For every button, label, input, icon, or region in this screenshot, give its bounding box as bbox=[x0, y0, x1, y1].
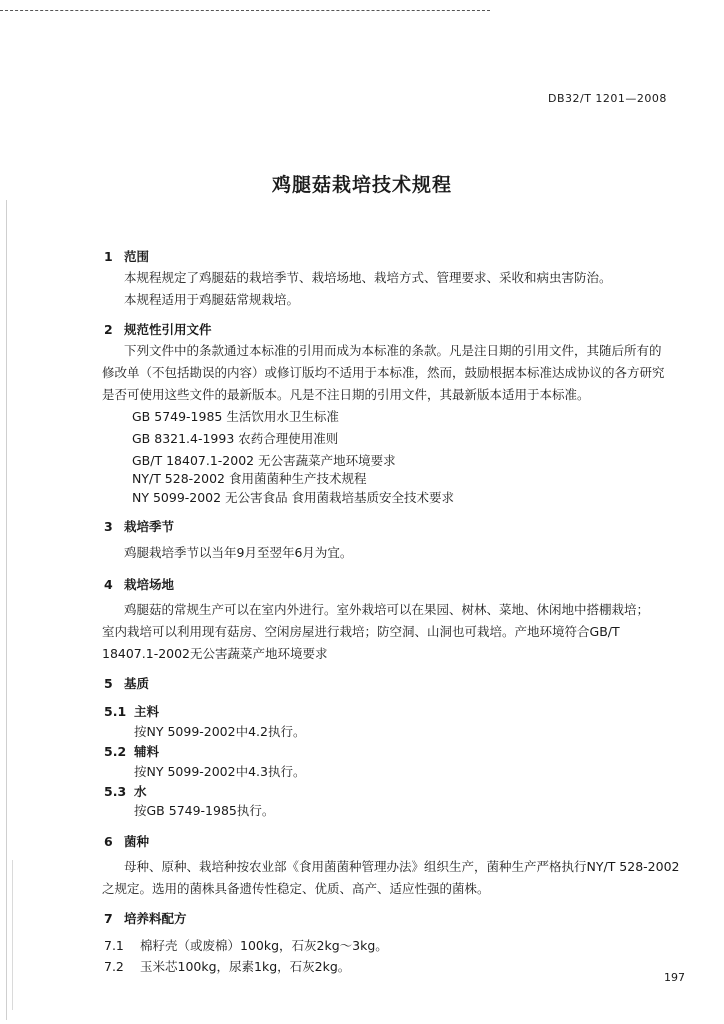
paragraph-line: 本规程规定了鸡腿菇的栽培季节、栽培场地、栽培方式、管理要求、采收和病虫害防治。 bbox=[124, 270, 612, 285]
standard-code: DB32/T 1201—2008 bbox=[548, 92, 667, 105]
page-number: 197 bbox=[664, 971, 685, 984]
subsection-number: 5.3 bbox=[104, 784, 127, 799]
subsection-title: 主料 bbox=[134, 704, 160, 719]
section-number: 5 bbox=[104, 676, 113, 691]
formula-item bbox=[104, 957, 350, 975]
subsection-5-1-heading bbox=[104, 702, 159, 720]
section-number: 4 bbox=[104, 577, 113, 592]
paragraph-line: 按GB 5749-1985执行。 bbox=[134, 803, 275, 818]
paragraph-line: 母种、原种、栽培种按农业部《食用菌菌种管理办法》组织生产，菌种生产严格执行NY/T 528-2002 bbox=[124, 859, 680, 874]
section-7-heading bbox=[104, 909, 187, 927]
section-number: 3 bbox=[104, 519, 113, 534]
section-title: 基质 bbox=[124, 676, 150, 691]
reference-item: NY/T 528-2002 食用菌菌种生产技术规程 bbox=[132, 471, 367, 486]
section-title: 培养料配方 bbox=[124, 911, 187, 926]
left-margin-rule-lower bbox=[12, 860, 13, 1010]
section-title: 范围 bbox=[124, 249, 150, 264]
subsection-5-2-heading bbox=[104, 742, 159, 760]
item-number: 7.2 bbox=[104, 959, 124, 974]
paragraph-line: 之规定。选用的菌株具备遗传性稳定、优质、高产、适应性强的菌株。 bbox=[102, 881, 490, 896]
section-2-heading bbox=[104, 320, 212, 338]
subsection-title: 辅料 bbox=[134, 744, 160, 759]
paragraph-line: 修改单（不包括勘误的内容）或修订版均不适用于本标准，然而，鼓励根据本标准达成协议的各方研究 bbox=[102, 365, 665, 380]
reference-item: GB 8321.4-1993 农药合理使用准则 bbox=[132, 431, 339, 446]
paragraph-line: 室内栽培可以利用现有菇房、空闲房屋进行栽培；防空洞、山洞也可栽培。产地环境符合GB/T bbox=[102, 624, 620, 639]
formula-item bbox=[104, 936, 388, 954]
section-title: 栽培季节 bbox=[124, 519, 175, 534]
subsection-5-3-heading bbox=[104, 782, 147, 800]
section-4-heading bbox=[104, 575, 174, 593]
subsection-number: 5.2 bbox=[104, 744, 127, 759]
paragraph-line: 鸡腿栽培季节以当年9月至翌年6月为宜。 bbox=[124, 545, 353, 560]
document-title: 鸡腿菇栽培技术规程 bbox=[271, 174, 452, 196]
section-1-heading bbox=[104, 247, 149, 265]
section-title: 规范性引用文件 bbox=[124, 322, 212, 337]
section-number: 1 bbox=[104, 249, 113, 264]
paragraph-line: 鸡腿菇的常规生产可以在室内外进行。室外栽培可以在果园、树林、菜地、休闲地中搭棚栽培； bbox=[124, 602, 650, 617]
section-number: 2 bbox=[104, 322, 113, 337]
reference-item: GB/T 18407.1-2002 无公害蔬菜产地环境要求 bbox=[132, 453, 396, 468]
paragraph-line: 本规程适用于鸡腿菇常规栽培。 bbox=[124, 292, 300, 307]
paragraph-line: 按NY 5099-2002中4.2执行。 bbox=[134, 724, 306, 739]
paragraph-line: 18407.1-2002无公害蔬菜产地环境要求 bbox=[102, 646, 328, 661]
section-title: 菌种 bbox=[124, 834, 150, 849]
paragraph-line: 按NY 5099-2002中4.3执行。 bbox=[134, 764, 306, 779]
reference-item: NY 5099-2002 无公害食品 食用菌栽培基质安全技术要求 bbox=[132, 490, 455, 505]
subsection-title: 水 bbox=[134, 784, 147, 799]
subsection-number: 5.1 bbox=[104, 704, 127, 719]
item-text: 玉米芯100kg，尿素1kg，石灰2kg。 bbox=[140, 959, 351, 974]
section-number: 7 bbox=[104, 911, 113, 926]
paragraph-line: 是否可使用这些文件的最新版本。凡是不注日期的引用文件，其最新版本适用于本标准。 bbox=[102, 387, 590, 402]
section-title: 栽培场地 bbox=[124, 577, 175, 592]
section-6-heading bbox=[104, 832, 149, 850]
section-number: 6 bbox=[104, 834, 113, 849]
item-text: 棉籽壳（或废棉）100kg，石灰2kg～3kg。 bbox=[140, 938, 388, 953]
left-margin-rule bbox=[6, 200, 7, 1020]
reference-item: GB 5749-1985 生活饮用水卫生标准 bbox=[132, 409, 339, 424]
section-3-heading bbox=[104, 517, 174, 535]
section-5-heading bbox=[104, 674, 149, 692]
paragraph-line: 下列文件中的条款通过本标准的引用而成为本标准的条款。凡是注日期的引用文件，其随后所有的 bbox=[124, 343, 662, 358]
top-scan-rule bbox=[0, 10, 490, 11]
item-number: 7.1 bbox=[104, 938, 124, 953]
